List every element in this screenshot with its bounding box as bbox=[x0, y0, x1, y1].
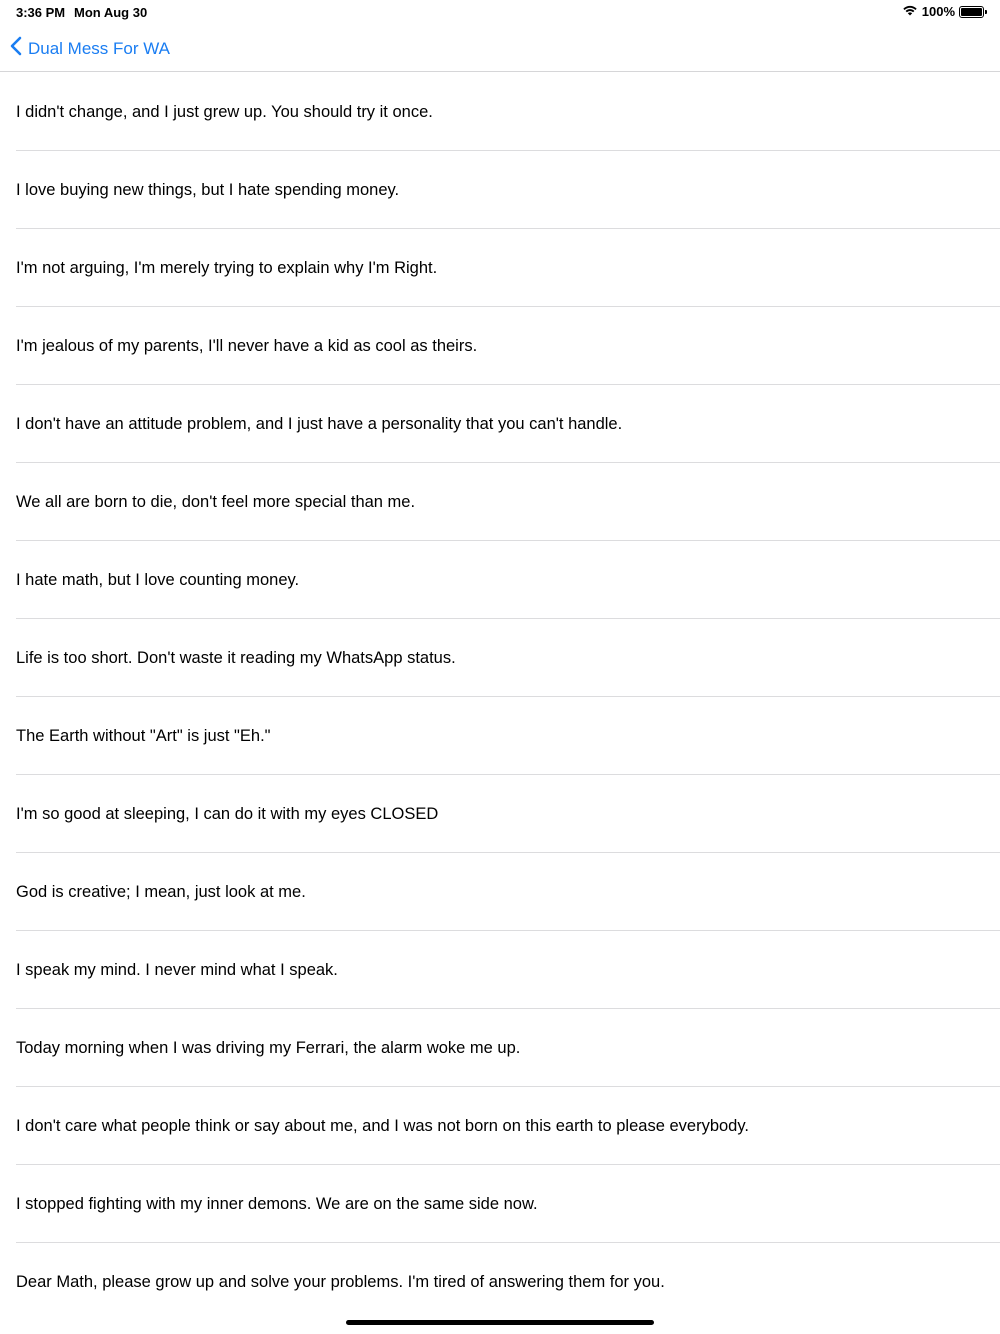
list-item[interactable] bbox=[0, 385, 1000, 463]
chevron-left-icon bbox=[10, 36, 22, 61]
list-item[interactable] bbox=[0, 697, 1000, 775]
list-item[interactable] bbox=[0, 1243, 1000, 1321]
list-item[interactable] bbox=[0, 229, 1000, 307]
list-item-text: We all are born to die, don't feel more special than me. bbox=[16, 492, 416, 511]
list-item-text: I'm jealous of my parents, I'll never have a kid as cool as theirs. bbox=[16, 336, 478, 355]
status-indicators bbox=[902, 4, 984, 19]
list-item-text: I didn't change, and I just grew up. You should try it once. bbox=[16, 102, 433, 121]
list-item[interactable] bbox=[0, 1009, 1000, 1087]
list-item-text: I hate math, but I love counting money. bbox=[16, 570, 300, 589]
back-button[interactable] bbox=[10, 36, 170, 61]
list-item[interactable] bbox=[0, 151, 1000, 229]
list-item[interactable] bbox=[0, 1087, 1000, 1165]
list-item-text: Dear Math, please grow up and solve your problems. I'm tired of answering them for you. bbox=[16, 1272, 665, 1291]
back-button-label: Dual Mess For WA bbox=[28, 38, 171, 58]
battery-icon bbox=[959, 6, 984, 18]
list-item[interactable] bbox=[0, 307, 1000, 385]
list-item[interactable] bbox=[0, 931, 1000, 1009]
list-item-text: I stopped fighting with my inner demons. We are on the same side now. bbox=[16, 1194, 538, 1213]
list-item-text: I don't care what people think or say about me, and I was not born on this earth to please everybody. bbox=[16, 1116, 749, 1135]
list-item-text: God is creative; I mean, just look at me. bbox=[16, 882, 306, 901]
list-item[interactable] bbox=[0, 853, 1000, 931]
list-item[interactable] bbox=[0, 1165, 1000, 1243]
list-item[interactable] bbox=[0, 619, 1000, 697]
status-time: 3:36 PM bbox=[16, 5, 66, 20]
list-item[interactable] bbox=[0, 541, 1000, 619]
home-indicator bbox=[346, 1320, 654, 1325]
status-bar bbox=[0, 0, 1000, 24]
list-item[interactable] bbox=[0, 463, 1000, 541]
list-item[interactable] bbox=[0, 73, 1000, 151]
list-item-text: The Earth without "Art" is just "Eh." bbox=[16, 726, 271, 745]
navigation-bar bbox=[0, 24, 1000, 72]
list-item-text: I love buying new things, but I hate spending money. bbox=[16, 180, 400, 199]
battery-text: 100% bbox=[921, 4, 955, 19]
list-item-text: I'm not arguing, I'm merely trying to explain why I'm Right. bbox=[16, 258, 438, 277]
list-item-text: Life is too short. Don't waste it reading my WhatsApp status. bbox=[16, 648, 456, 667]
list-item-text: I speak my mind. I never mind what I speak. bbox=[16, 960, 338, 979]
status-list bbox=[0, 73, 1000, 1321]
list-item[interactable] bbox=[0, 775, 1000, 853]
list-item-text: Today morning when I was driving my Ferrari, the alarm woke me up. bbox=[16, 1038, 521, 1057]
wifi-icon bbox=[902, 4, 918, 19]
status-date: Mon Aug 30 bbox=[74, 5, 148, 20]
list-item-text: I don't have an attitude problem, and I just have a personality that you can't handle. bbox=[16, 414, 623, 433]
list-item-text: I'm so good at sleeping, I can do it with my eyes CLOSED bbox=[16, 804, 439, 823]
